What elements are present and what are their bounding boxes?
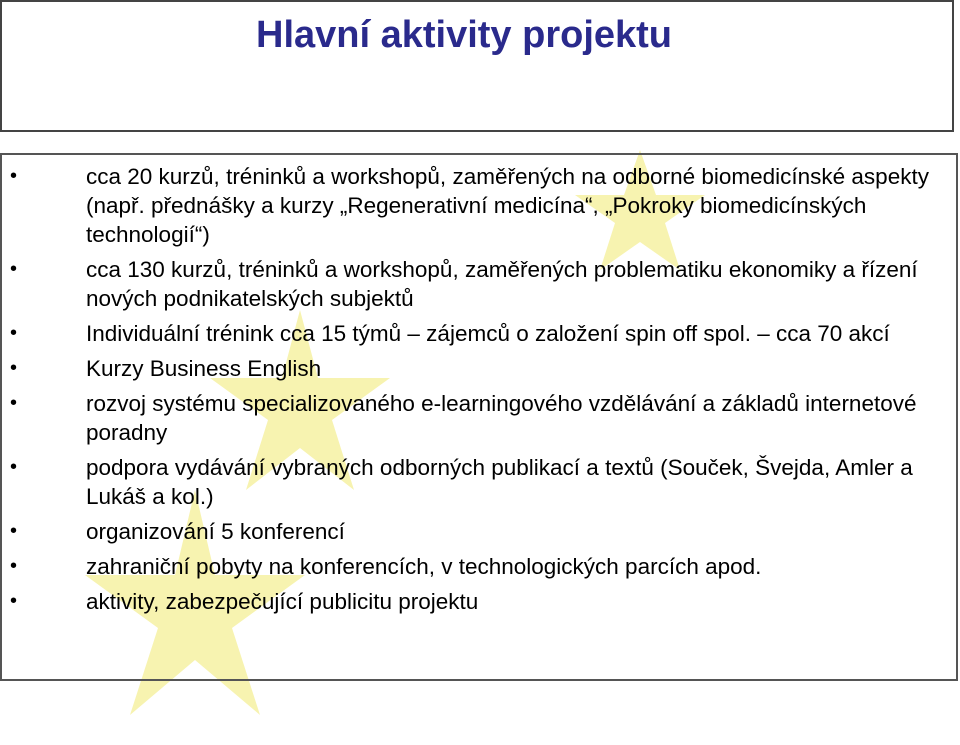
content-box xyxy=(0,153,958,681)
bullet-icon: • xyxy=(10,258,18,280)
bullet-icon: • xyxy=(10,520,18,542)
list-item-text: cca 130 kurzů, tréninků a workshopů, zaměřených problematiku ekonomiky a řízení nových podnikatelských subjektů xyxy=(86,257,918,311)
bullet-icon: • xyxy=(10,392,18,414)
list-item xyxy=(2,162,952,249)
list-item-text: aktivity, zabezpečující publicitu projektu xyxy=(86,589,479,614)
list-item-text: cca 20 kurzů, tréninků a workshopů, zaměřených na odborné biomedicínské aspekty (např. přednášky a kurzy „Regenerativní medicína“, „Pokroky biomedicínských technologií“) xyxy=(86,164,929,247)
list-item-text: Individuální trénink cca 15 týmů – zájemců o založení spin off spol. – cca 70 akcí xyxy=(86,321,890,346)
list-item xyxy=(2,389,952,447)
bullet-icon: • xyxy=(10,456,18,478)
list-item xyxy=(2,517,952,546)
list-item-text: Kurzy Business English xyxy=(86,356,322,381)
list-item-text: zahraniční pobyty na konferencích, v technologických parcích apod. xyxy=(86,554,762,579)
list-item-text: podpora vydávání vybraných odborných publikací a textů (Souček, Švejda, Amler a Lukáš a kol.) xyxy=(86,455,913,509)
bullet-icon: • xyxy=(10,322,18,344)
list-item-text: rozvoj systému specializovaného e-learningového vzdělávání a základů internetové poradny xyxy=(86,391,917,445)
title-box xyxy=(0,0,954,132)
bullet-icon: • xyxy=(10,555,18,577)
page-title: Hlavní aktivity projektu xyxy=(256,14,673,56)
list-item-text: organizování 5 konferencí xyxy=(86,519,345,544)
bullet-list xyxy=(2,162,952,622)
list-item xyxy=(2,587,952,616)
list-item xyxy=(2,354,952,383)
list-item xyxy=(2,255,952,313)
bullet-icon: • xyxy=(10,590,18,612)
list-item xyxy=(2,319,952,348)
bullet-icon: • xyxy=(10,165,18,187)
list-item xyxy=(2,453,952,511)
bullet-icon: • xyxy=(10,357,18,379)
list-item xyxy=(2,552,952,581)
